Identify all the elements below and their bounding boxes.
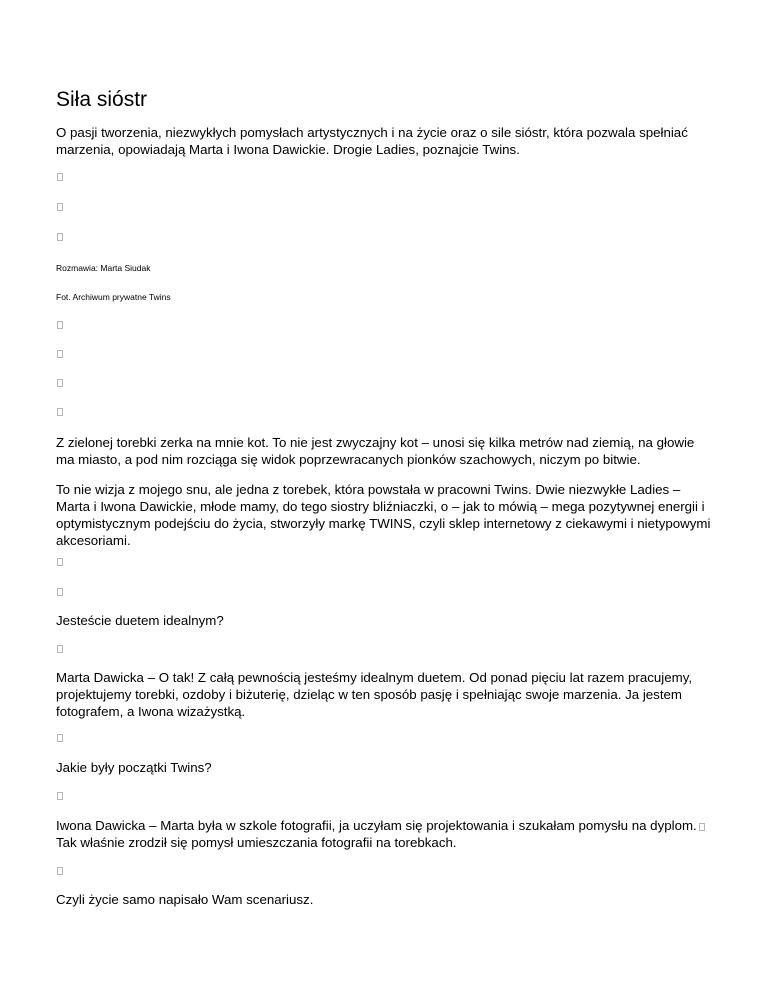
interview-credit: Rozmawia: Marta Siudak [56,263,151,273]
interview-question: Jakie były początki Twins? [56,760,212,775]
missing-glyph-icon [57,792,63,800]
missing-glyph-icon [699,823,705,831]
article-lead: O pasji tworzenia, niezwykłych pomysłach artystycznych i na życie oraz o sile sióstr, która pozwala spełniać marzenia, opowiadają Marta i Iwona Dawickie. Drogie Ladies, poznajcie Twins. [56,125,688,157]
missing-glyph-icon [57,233,63,241]
body-paragraph: Z zielonej torebki zerka na mnie kot. To nie jest zwyczajny kot – unosi się kilka metrów nad ziemią, na głowie ma miasto, a pod nim rozciąga się widok poprzewracanych pionków szachowych, niczym po bitwie. [56,435,695,467]
missing-glyph-icon [57,734,63,742]
photo-credit: Fot. Archiwum prywatne Twins [56,292,171,302]
missing-glyph-icon [57,588,63,596]
interview-question: Jesteście duetem idealnym? [56,613,224,628]
missing-glyph-icon [57,321,63,329]
missing-glyph-icon [57,645,63,653]
body-paragraph: To nie wizja z mojego snu, ale jedna z torebek, która powstała w pracowni Twins. Dwie niezwykłe Ladies – Marta i Iwona Dawickie, młode mamy, do tego siostry bliźniaczki, o – jak to mówią – mega pozytywnej energii i optymistycznym podejściu do życia, stworzyły markę TWINS, czyli sklep internetowy z ciekawymi i nietypowymi akcesoriami. [56,482,711,548]
article-title: Siła sióstr [56,88,148,111]
answer-text: Iwona Dawicka – Marta była w szkole fotografii, ja uczyłam się projektowania i szukałam pomysłu na dyplom. [56,818,697,833]
interview-question: Czyli życie samo napisało Wam scenariusz. [56,892,314,907]
missing-glyph-icon [57,173,63,181]
interview-answer: Marta Dawicka – O tak! Z całą pewnością jesteśmy idealnym duetem. Od ponad pięciu lat razem pracujemy, projektujemy torebki, ozdoby i biżuterię, dzieląc w ten sposób pasję i spełniając swoje marzenia. Ja jestem fotografem, a Iwona wizażystką. [56,670,693,719]
interview-answer [56,817,716,851]
missing-glyph-icon [57,408,63,416]
missing-glyph-icon [57,379,63,387]
missing-glyph-icon [57,867,63,875]
missing-glyph-icon [57,558,63,566]
missing-glyph-icon [57,350,63,358]
answer-text: Tak właśnie zrodził się pomysł umieszczania fotografii na torebkach. [56,835,457,850]
missing-glyph-icon [57,203,63,211]
